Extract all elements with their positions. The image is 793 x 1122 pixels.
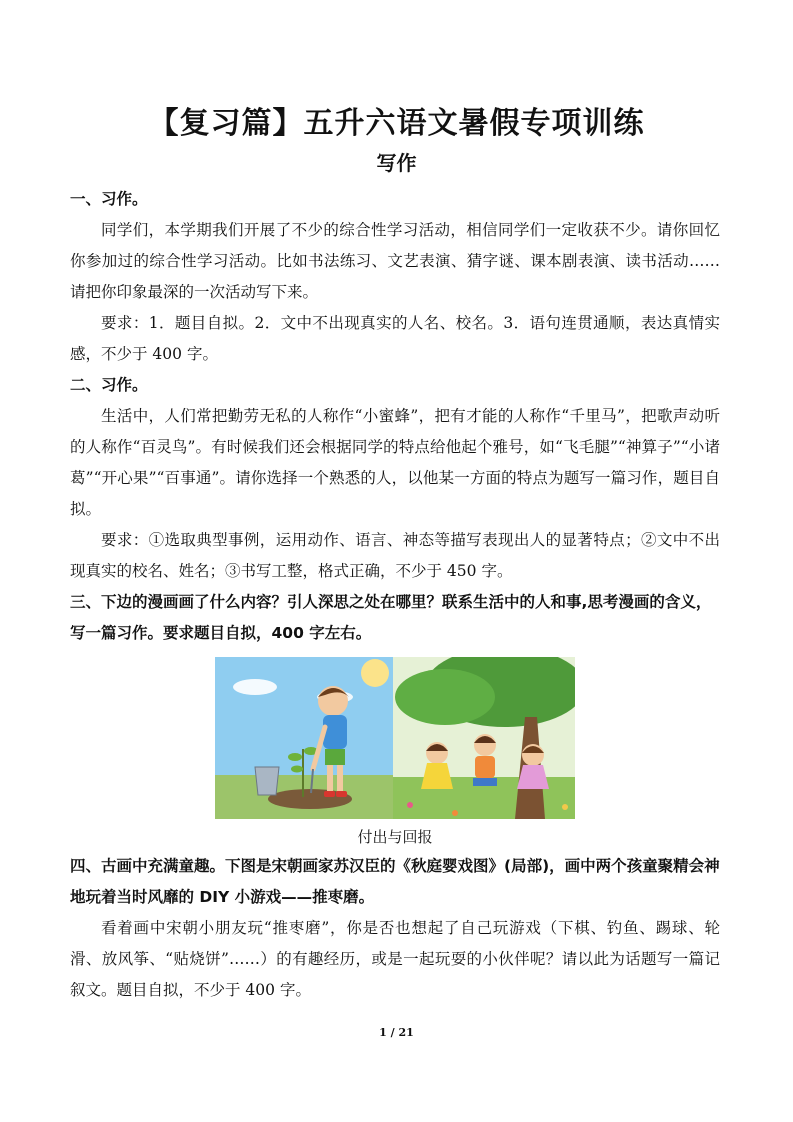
section-1-paragraph-2: 要求：1．题目自拟。2．文中不出现真实的人名、校名。3．语句连贯通顺，表达真情实感，不少于 400 字。 <box>70 314 720 363</box>
section-3-heading: 三、下边的漫画画了什么内容？引人深思之处在哪里？联系生活中的人和事,思考漫画的含义，写一篇习作。要求题目自拟，400 字左右。 <box>70 593 712 642</box>
section-4-paragraph-1: 看着画中宋朝小朋友玩“推枣磨”，你是否也想起了自己玩游戏（下棋、钓鱼、踢球、轮滑、放风筝、“贴烧饼”……）的有趣经历，或是一起玩耍的小伙伴呢？请以此为话题写一篇记叙文。题目自拟，不少于 400 字。 <box>70 919 720 999</box>
planting-panel <box>215 657 393 819</box>
cartoon-image <box>215 657 575 819</box>
page-number: 1 / 21 <box>379 1026 414 1039</box>
harvest-panel <box>393 657 575 819</box>
document-title: 【复习篇】五升六语文暑假专项训练 <box>148 106 645 141</box>
document-body <box>70 184 720 1006</box>
section-1-heading: 一、习作。 <box>70 190 148 208</box>
cartoon-illustration <box>215 657 575 819</box>
section-4-heading: 四、古画中充满童趣。下图是宋朝画家苏汉臣的《秋庭婴戏图》(局部)，画中两个孩童聚精会神地玩着当时风靡的 DIY 小游戏——推枣磨。 <box>70 857 720 906</box>
document-subtitle: 写作 <box>376 151 417 175</box>
section-2-paragraph-1: 生活中，人们常把勤劳无私的人称作“小蜜蜂”，把有才能的人称作“千里马”，把歌声动听的人称作“百灵鸟”。有时候我们还会根据同学的特点给他起个雅号，如“飞毛腿”“神算子”“小诸葛”“开心果”“百事通”。请你选择一个熟悉的人，以他某一方面的特点为题写一篇习作，题目自拟。 <box>70 407 720 518</box>
figure-caption: 付出与回报 <box>357 828 433 846</box>
section-2-heading: 二、习作。 <box>70 376 148 394</box>
section-2-paragraph-2: 要求：①选取典型事例，运用动作、语言、神态等描写表现出人的显著特点；②文中不出现真实的校名、姓名；③书写工整，格式正确，不少于 450 字。 <box>70 531 720 580</box>
section-1-paragraph-1: 同学们，本学期我们开展了不少的综合性学习活动，相信同学们一定收获不少。请你回忆你参加过的综合性学习活动。比如书法练习、文艺表演、猜字谜、课本剧表演、读书活动……请把你印象最深的一次活动写下来。 <box>70 221 720 301</box>
